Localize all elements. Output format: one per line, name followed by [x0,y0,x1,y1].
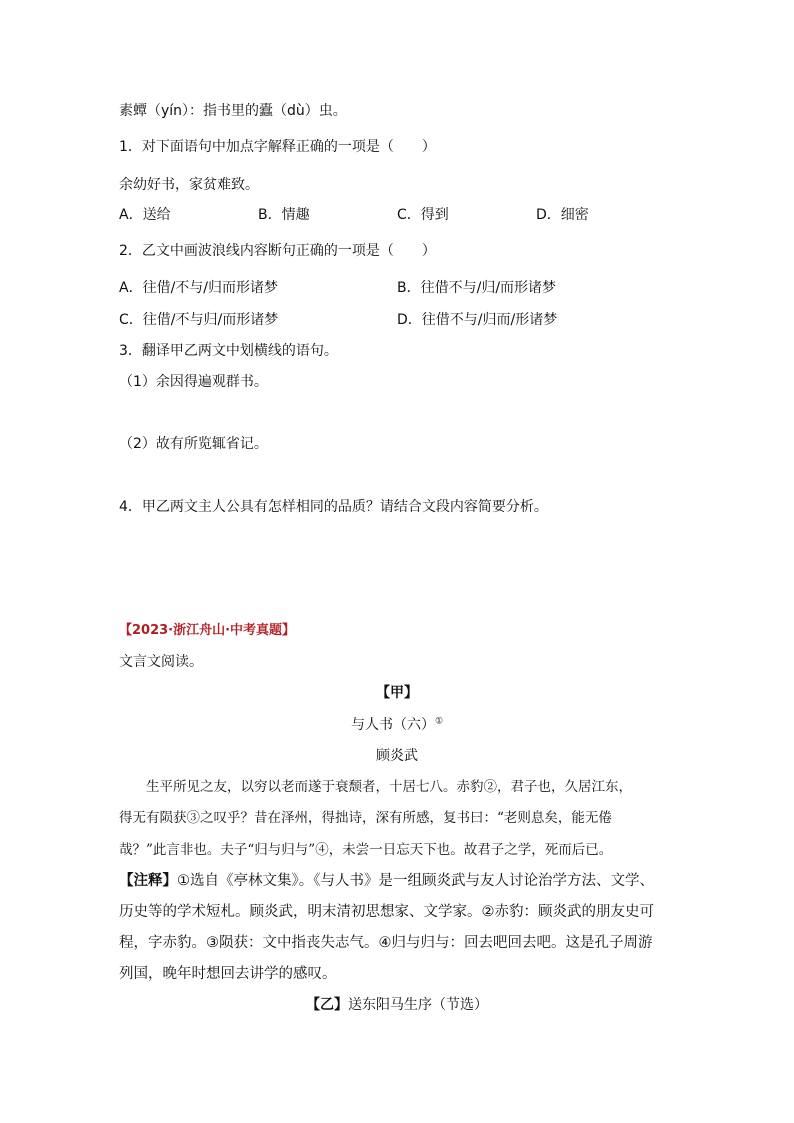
jia-author: 顾炎武 [376,748,418,764]
jia-title-note: ① [434,716,444,727]
jia-text-line-2: 得无有陨获③之叹乎？昔在泽州，得拙诗，深有所感，复书曰：“老则息矣，能无倦 [119,810,612,826]
notes-label: 【注释】 [119,873,177,889]
gloss-line: 素蟫（yín）：指书里的蠹（dù）虫。 [119,103,347,119]
notes-text-1: ①选自《亭林文集》。《与人书》是一组顾炎武与友人讨论治学方法、文学、 [177,873,654,889]
q2-option-d: D．往借不与/归而/形诸梦 [397,312,558,328]
q1-option-a: A．送给 [119,207,171,223]
question-3-stem: 3．翻译甲乙两文中划横线的语句。 [119,343,338,359]
notes-line-1 [119,871,654,891]
yi-title: 送东阳马生序（节选） [348,997,488,1013]
q2-option-b: B．往借不与/归/而形诸梦 [397,280,557,296]
question-2-stem: 2．乙文中画波浪线内容断句正确的一项是（ ） [119,243,436,259]
q2-option-c: C．往借/不与归/而形诸梦 [119,312,279,328]
question-1-stem: 1．对下面语句中加点字解释正确的一项是（ ） [119,139,436,155]
jia-heading: 【甲】 [376,685,418,701]
notes-line-2: 历史等的学术短札。顾炎武，明末清初思想家、文学家。②赤豹：顾炎武的朋友史可 [119,904,654,920]
q1-option-c: C．得到 [397,207,449,223]
q3-item-2: （2）故有所览辄省记。 [119,436,268,452]
q1-option-b: B．情趣 [258,207,310,223]
q1-option-d: D．细密 [536,207,589,223]
source-tag: 【2023·浙江舟山·中考真题】 [119,623,296,638]
jia-title-text: 与人书（六） [350,717,435,733]
question-1-sentence: 余幼好书，家贫难致。 [119,177,259,193]
instruction: 文言文阅读。 [119,654,203,670]
q3-item-1: （1）余因得遍观群书。 [119,374,268,390]
notes-line-4: 列国，晚年时想回去讲学的感叹。 [119,966,337,982]
q2-option-a: A．往借/不与/归而形诸梦 [119,280,279,296]
jia-title [0,715,794,735]
question-4-stem: 4．甲乙两文主人公具有怎样相同的品质？请结合文段内容简要分析。 [119,499,548,515]
jia-text-line-1: 生平所见之友，以穷以老而遂于衰颓者，十居七八。赤豹②，君子也，久居江东， [119,779,632,795]
yi-heading: 【乙】 [306,997,348,1013]
jia-text-line-3: 哉？”此言非也。夫子“归与归与”④，未尝一日忘天下也。故君子之学，死而后已。 [119,842,613,858]
yi-heading-line [0,995,794,1015]
notes-line-3: 程，字赤豹。③陨获：文中指丧失志气。④归与归与：回去吧回去吧。这是孔子周游 [119,935,653,951]
